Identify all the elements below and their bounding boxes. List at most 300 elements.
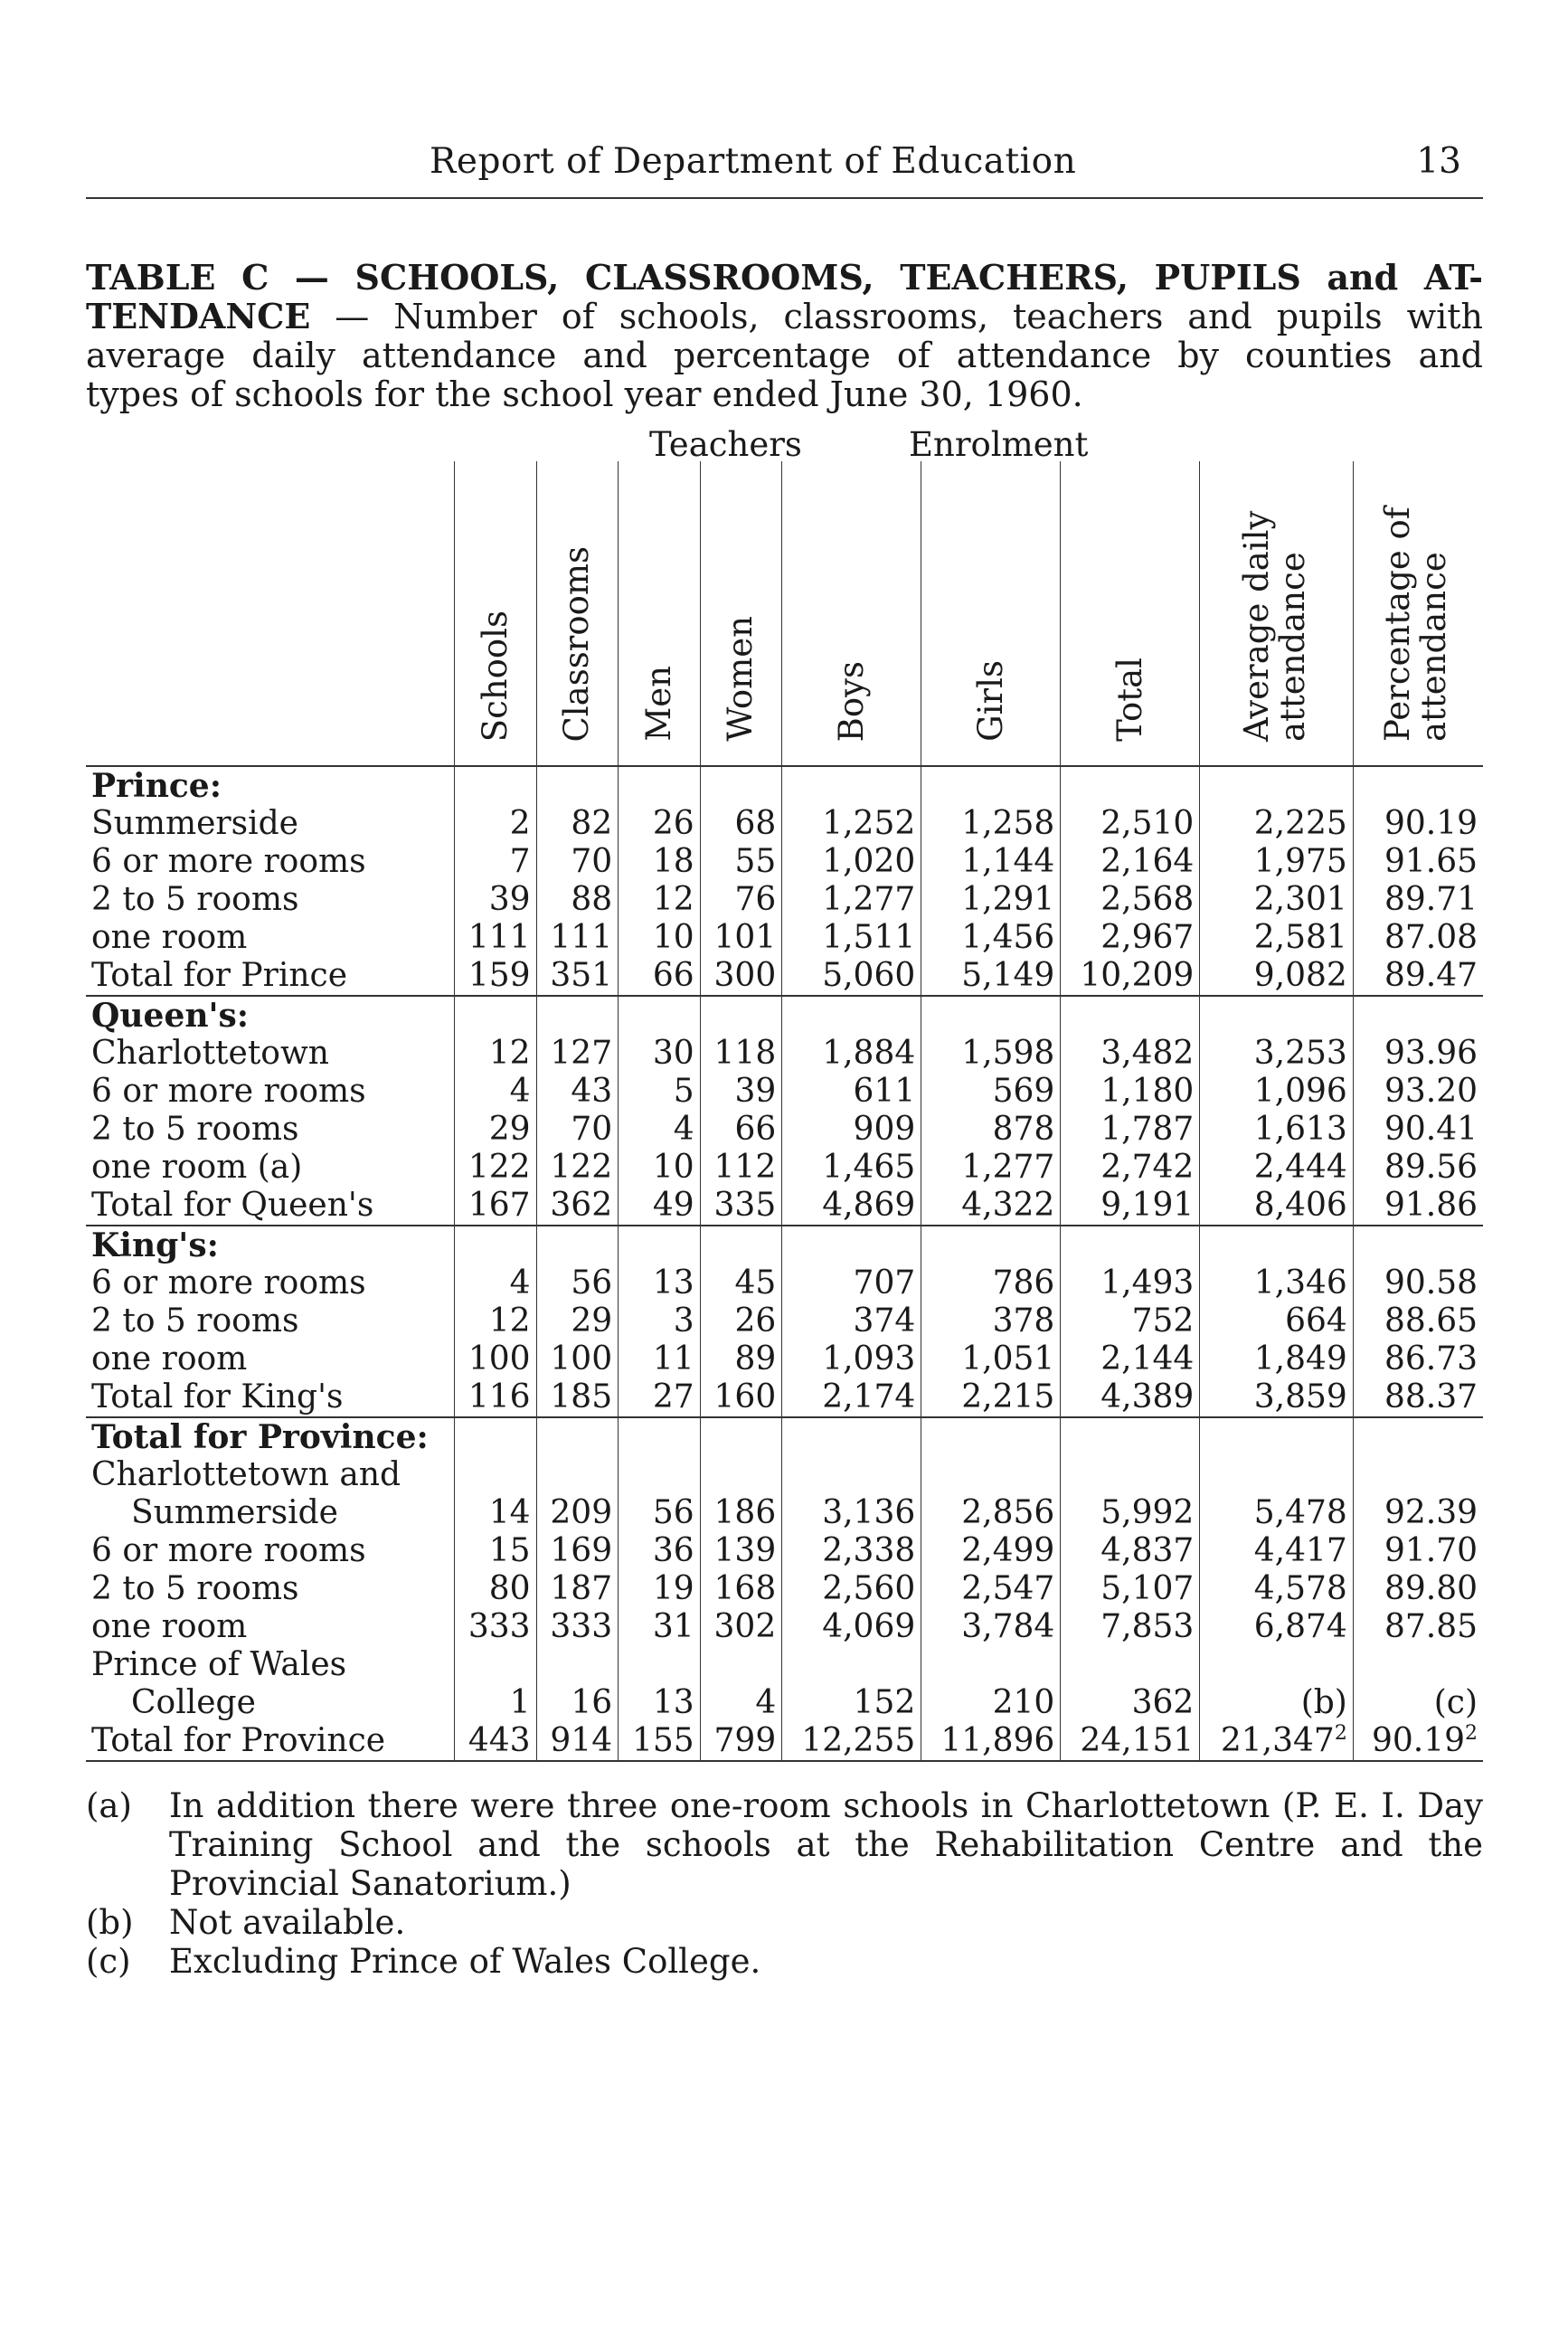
title-line-2-rest: — Number of schools, classrooms, teachers and pupils with: [310, 297, 1483, 336]
table-cell: 4,069: [782, 1608, 921, 1646]
table-cell: [536, 1456, 619, 1494]
table-cell: 2,742: [1061, 1149, 1200, 1187]
table-cell: 4,578: [1200, 1570, 1354, 1608]
table-row: [86, 1608, 1483, 1646]
table-cell: 66: [700, 1111, 782, 1149]
table-row: [86, 881, 1483, 919]
table-row: [86, 1111, 1483, 1149]
table-cell: 2,174: [782, 1378, 921, 1417]
table-cell: 86.73: [1384, 1340, 1478, 1378]
table-cell: 3,784: [921, 1608, 1061, 1646]
table-cell: 43: [536, 1073, 619, 1111]
table-cell: 1,975: [1200, 843, 1354, 881]
table-cell: 118: [700, 1035, 782, 1073]
table-cell: 1,346: [1200, 1264, 1354, 1302]
subtotal-row: [86, 957, 1483, 996]
grand-total-row: [86, 1722, 1483, 1761]
footnote-mark: (a): [86, 1786, 132, 1825]
table-cell: 2,856: [921, 1494, 1061, 1532]
footnote-superscript: 2: [1334, 1722, 1347, 1745]
table-cell: [619, 1226, 701, 1264]
table-title: [86, 258, 1483, 414]
page-header: [86, 134, 1483, 199]
footnote-text: Excluding Prince of Wales College.: [169, 1942, 761, 1981]
table-cell: 159: [455, 957, 537, 996]
table-cell: 5: [619, 1073, 701, 1111]
table-cell: 4,869: [782, 1187, 921, 1226]
table-cell: 139: [700, 1532, 782, 1570]
table-cell: 29: [536, 1302, 619, 1340]
table-cell: 160: [700, 1378, 782, 1417]
table-cell: [536, 1646, 619, 1684]
table-cell: [619, 1417, 701, 1456]
table-cell: 82: [536, 805, 619, 843]
table-cell: 49: [619, 1187, 701, 1226]
table-cell: [455, 996, 537, 1035]
table-cell: [1200, 996, 1354, 1035]
table-cell: [782, 996, 921, 1035]
row-label: one room (a): [86, 1149, 455, 1187]
column-header-girls: Girls: [921, 461, 1061, 766]
table-cell: [1061, 996, 1200, 1035]
table-cell: 9,191: [1061, 1187, 1200, 1226]
column-header-schools: Schools: [455, 461, 537, 766]
table-cell: [782, 1456, 921, 1494]
column-header-boys: Boys: [782, 461, 921, 766]
table-row: [86, 1264, 1483, 1302]
table-cell: 914: [536, 1722, 619, 1761]
table-cell: 2,164: [1061, 843, 1200, 881]
table-cell: 12,255: [782, 1722, 921, 1761]
table-cell: [619, 996, 701, 1035]
table-cell: 91.70: [1384, 1532, 1478, 1569]
table-cell: [1200, 1417, 1354, 1456]
title-line-2: [86, 297, 1483, 336]
table-cell: 4: [455, 1073, 537, 1111]
column-header-women: Women: [700, 461, 782, 766]
row-label: 2 to 5 rooms: [86, 881, 455, 919]
table-cell: [700, 1226, 782, 1264]
table-cell: 1,277: [782, 881, 921, 919]
table-cell: 569: [921, 1073, 1061, 1111]
table-cell: [700, 1646, 782, 1684]
table-cell: 302: [700, 1608, 782, 1646]
table-row: [86, 1646, 1483, 1684]
group-heading-row: [86, 1417, 1483, 1456]
table-cell: 2,547: [921, 1570, 1061, 1608]
table-cell: [1353, 1456, 1483, 1494]
table-cell: [921, 1646, 1061, 1684]
table-cell: [1353, 1226, 1483, 1264]
table-cell: 611: [782, 1073, 921, 1111]
footnote-mark: (b): [86, 1903, 134, 1942]
table-cell: (b): [1200, 1684, 1354, 1722]
group-heading-row: [86, 996, 1483, 1035]
table-cell: [1353, 1417, 1483, 1456]
table-cell: 90.58: [1384, 1264, 1478, 1302]
footnote-a: [86, 1786, 1483, 1903]
table-cell: 3,253: [1200, 1035, 1354, 1073]
table-cell: 333: [536, 1608, 619, 1646]
table-cell: 786: [921, 1264, 1061, 1302]
table-row: [86, 843, 1483, 881]
table-cell: 2,338: [782, 1532, 921, 1570]
table-cell: 2,568: [1061, 881, 1200, 919]
table-cell: 91.65: [1384, 843, 1478, 880]
footnote-text: In addition there were three one-room schools in Charlottetown (P. E. I. Day Training School and the schools at the Rehabilitation Centre and the Provincial Sanatorium.): [169, 1786, 1483, 1903]
table-cell: (c): [1433, 1684, 1478, 1721]
table-cell: 167: [455, 1187, 537, 1226]
table-cell: 1,511: [782, 919, 921, 957]
table-cell: 3,482: [1061, 1035, 1200, 1073]
table-cell: [536, 1417, 619, 1456]
table-cell: 878: [921, 1111, 1061, 1149]
table-cell: 111: [536, 919, 619, 957]
row-label: 2 to 5 rooms: [86, 1570, 455, 1608]
title-line-4: types of schools for the school year ended June 30, 1960.: [86, 374, 1083, 414]
table-cell: 351: [536, 957, 619, 996]
table-cell: 21,347$^2$: [1200, 1722, 1354, 1761]
table-cell: 3,859: [1200, 1378, 1354, 1417]
table-cell: 19: [619, 1570, 701, 1608]
table-cell: [1061, 766, 1200, 805]
table-cell: [455, 1226, 537, 1264]
table-cell: 15: [455, 1532, 537, 1570]
table-cell: 88.65: [1384, 1302, 1478, 1340]
table-cell: 89: [700, 1340, 782, 1378]
footnote-text: Not available.: [169, 1903, 406, 1942]
table-cell: 80: [455, 1570, 537, 1608]
table-cell: 87.85: [1384, 1608, 1478, 1645]
table-cell: 2,144: [1061, 1340, 1200, 1378]
table-cell: 155: [619, 1722, 701, 1761]
footnote-c: [86, 1942, 1483, 1981]
table-cell: 68: [700, 805, 782, 843]
table-cell: 1: [455, 1684, 537, 1722]
table-cell: 2,510: [1061, 805, 1200, 843]
table-cell: 5,478: [1200, 1494, 1354, 1532]
table-cell: 9,082: [1200, 957, 1354, 996]
table-cell: [700, 1456, 782, 1494]
table-cell: 3,136: [782, 1494, 921, 1532]
table-cell: 90.41: [1384, 1111, 1478, 1148]
table-cell: [455, 1646, 537, 1684]
table-cell: [782, 1226, 921, 1264]
row-label: 6 or more rooms: [86, 843, 455, 881]
table-cell: 2,499: [921, 1532, 1061, 1570]
table-cell: 1,465: [782, 1149, 921, 1187]
table-cell: 909: [782, 1111, 921, 1149]
table-cell: 169: [536, 1532, 619, 1570]
table-cell: 1,051: [921, 1340, 1061, 1378]
table-cell: 13: [619, 1684, 701, 1722]
table-cell: 1,456: [921, 919, 1061, 957]
table-cell: [921, 766, 1061, 805]
table-cell: 4: [455, 1264, 537, 1302]
table-cell: 664: [1200, 1302, 1354, 1340]
table-cell: [619, 1456, 701, 1494]
table-cell: 31: [619, 1608, 701, 1646]
table-cell: 1,096: [1200, 1073, 1354, 1111]
table-cell: 1,613: [1200, 1111, 1354, 1149]
header-title: Report of Department of Education: [430, 141, 1077, 182]
row-label: 6 or more rooms: [86, 1532, 455, 1570]
table-cell: [921, 1226, 1061, 1264]
table-cell: [921, 1417, 1061, 1456]
table-cell: 152: [782, 1684, 921, 1722]
table-cell: 10: [619, 1149, 701, 1187]
table-cell: 210: [921, 1684, 1061, 1722]
table-row: [86, 1456, 1483, 1494]
table-cell: 185: [536, 1378, 619, 1417]
table-cell: 362: [536, 1187, 619, 1226]
table-cell: 209: [536, 1494, 619, 1532]
table-cell: 4,837: [1061, 1532, 1200, 1570]
table-cell: 2,581: [1200, 919, 1354, 957]
row-label: Queen's:: [86, 996, 455, 1035]
table-cell: 88: [536, 881, 619, 919]
table-cell: 116: [455, 1378, 537, 1417]
row-label: Prince:: [86, 766, 455, 805]
column-header-percentage: Percentage of attendance: [1353, 461, 1483, 766]
page-number: 13: [1416, 141, 1461, 182]
table-cell: 56: [536, 1264, 619, 1302]
table-cell: 56: [619, 1494, 701, 1532]
table-cell: 11: [619, 1340, 701, 1378]
table-cell: 92.39: [1384, 1494, 1478, 1531]
table-cell: 13: [619, 1264, 701, 1302]
table-cell: 112: [700, 1149, 782, 1187]
table-cell: 1,884: [782, 1035, 921, 1073]
row-label: one room: [86, 919, 455, 957]
table-cell: 362: [1061, 1684, 1200, 1722]
table-cell: [536, 1226, 619, 1264]
table-cell: 24,151: [1061, 1722, 1200, 1761]
table-cell: 90.19$^2$: [1371, 1722, 1478, 1759]
table-cell: 29: [455, 1111, 537, 1149]
table-cell: [700, 996, 782, 1035]
table-cell: [455, 1456, 537, 1494]
table-cell: 187: [536, 1570, 619, 1608]
table-cell: 1,787: [1061, 1111, 1200, 1149]
row-label: Charlottetown and: [86, 1456, 455, 1494]
row-label: one room: [86, 1340, 455, 1378]
table-cell: [700, 766, 782, 805]
table-cell: 1,277: [921, 1149, 1061, 1187]
group-heading-row: [86, 1226, 1483, 1264]
table-row: [86, 805, 1483, 843]
table-cell: 111: [455, 919, 537, 957]
group-header-enrolment: Enrolment: [909, 425, 1089, 464]
table-cell: [619, 766, 701, 805]
group-header-teachers: Teachers: [649, 425, 802, 464]
table-cell: 18: [619, 843, 701, 881]
table-cell: 6,874: [1200, 1608, 1354, 1646]
table-body: [86, 766, 1483, 1761]
table-row: [86, 1570, 1483, 1608]
table-cell: 333: [455, 1608, 537, 1646]
table-cell: [1061, 1226, 1200, 1264]
row-label: Summerside: [86, 1494, 455, 1532]
column-header-average-daily: Average daily attendance: [1200, 461, 1354, 766]
row-label: one room: [86, 1608, 455, 1646]
row-label: Prince of Wales: [86, 1646, 455, 1684]
table-cell: 88.37: [1384, 1378, 1478, 1415]
table-row: [86, 1302, 1483, 1340]
table-cell: 374: [782, 1302, 921, 1340]
table-cell: 378: [921, 1302, 1061, 1340]
table-cell: 2,301: [1200, 881, 1354, 919]
table-cell: 5,149: [921, 957, 1061, 996]
row-label: Charlottetown: [86, 1035, 455, 1073]
table-cell: 39: [455, 881, 537, 919]
table-cell: 30: [619, 1035, 701, 1073]
table-cell: 2,560: [782, 1570, 921, 1608]
table-cell: 4,322: [921, 1187, 1061, 1226]
row-label: Total for Province:: [86, 1417, 455, 1456]
table-row: [86, 1073, 1483, 1111]
table-row: [86, 1149, 1483, 1187]
table-cell: 4,417: [1200, 1532, 1354, 1570]
table-row: [86, 1035, 1483, 1073]
table-cell: 101: [700, 919, 782, 957]
row-label: 2 to 5 rooms: [86, 1302, 455, 1340]
table-cell: [455, 1417, 537, 1456]
table-cell: [455, 766, 537, 805]
table-cell: 16: [536, 1684, 619, 1722]
table-cell: 55: [700, 843, 782, 881]
table-cell: 2,967: [1061, 919, 1200, 957]
table-cell: [619, 1646, 701, 1684]
table-cell: [1200, 1226, 1354, 1264]
table-cell: 100: [536, 1340, 619, 1378]
table-cell: 2,225: [1200, 805, 1354, 843]
table-cell: 1,291: [921, 881, 1061, 919]
table-cell: 11,896: [921, 1722, 1061, 1761]
row-label: Total for Prince: [86, 957, 455, 996]
table-cell: 707: [782, 1264, 921, 1302]
table-cell: [782, 1646, 921, 1684]
table-cell: 7,853: [1061, 1608, 1200, 1646]
table-cell: [782, 766, 921, 805]
table-cell: 10,209: [1061, 957, 1200, 996]
table-cell: 122: [455, 1149, 537, 1187]
table-cell: 5,992: [1061, 1494, 1200, 1532]
table-cell: 70: [536, 843, 619, 881]
table-cell: [1353, 996, 1483, 1035]
footnote-b: [86, 1903, 1483, 1942]
table-cell: 70: [536, 1111, 619, 1149]
table-cell: [700, 1417, 782, 1456]
column-header-classrooms: Classrooms: [536, 461, 619, 766]
table-cell: 76: [700, 881, 782, 919]
table-cell: 443: [455, 1722, 537, 1761]
table-cell: 799: [700, 1722, 782, 1761]
table-cell: 14: [455, 1494, 537, 1532]
table-cell: 122: [536, 1149, 619, 1187]
title-line-2-bold: TENDANCE: [86, 296, 311, 336]
table-cell: 1,180: [1061, 1073, 1200, 1111]
table-cell: [1353, 1646, 1483, 1684]
row-label: 2 to 5 rooms: [86, 1111, 455, 1149]
table-cell: 2,444: [1200, 1149, 1354, 1187]
table-cell: [921, 996, 1061, 1035]
column-header-label: [86, 461, 455, 766]
table-cell: [1061, 1417, 1200, 1456]
table-cell: 26: [700, 1302, 782, 1340]
table-cell: 90.19: [1384, 805, 1478, 842]
table-cell: 2,215: [921, 1378, 1061, 1417]
table-cell: 8,406: [1200, 1187, 1354, 1226]
table-cell: 1,020: [782, 843, 921, 881]
table-cell: 10: [619, 919, 701, 957]
table-row: [86, 1340, 1483, 1378]
column-header-row: [86, 461, 1483, 766]
table-cell: 5,060: [782, 957, 921, 996]
table-cell: 4: [700, 1684, 782, 1722]
row-label: Total for Queen's: [86, 1187, 455, 1226]
table-cell: 93.20: [1384, 1073, 1478, 1110]
table-cell: 1,252: [782, 805, 921, 843]
footnotes: [86, 1786, 1483, 1981]
group-heading-row: [86, 766, 1483, 805]
subtotal-row: [86, 1378, 1483, 1417]
table-cell: 12: [455, 1302, 537, 1340]
table-cell: [1061, 1646, 1200, 1684]
row-label: Summerside: [86, 805, 455, 843]
table-cell: 1,093: [782, 1340, 921, 1378]
table-cell: [921, 1456, 1061, 1494]
table-cell: 7: [455, 843, 537, 881]
column-header-men: Men: [619, 461, 701, 766]
statistics-table: [86, 461, 1483, 1762]
table-cell: [1200, 1456, 1354, 1494]
table-cell: 39: [700, 1073, 782, 1111]
table-cell: 89.71: [1384, 881, 1478, 918]
table-cell: 1,598: [921, 1035, 1061, 1073]
column-header-total: Total: [1061, 461, 1200, 766]
table-cell: 127: [536, 1035, 619, 1073]
title-line-1: TABLE C — SCHOOLS, CLASSROOMS, TEACHERS, PUPILS and AT-: [86, 257, 1483, 298]
table-cell: 1,144: [921, 843, 1061, 881]
row-label: Total for King's: [86, 1378, 455, 1417]
table-cell: [536, 766, 619, 805]
table-cell: 91.86: [1384, 1187, 1478, 1224]
table-cell: 93.96: [1384, 1035, 1478, 1072]
table-cell: 186: [700, 1494, 782, 1532]
table-cell: 36: [619, 1532, 701, 1570]
table-cell: 1,849: [1200, 1340, 1354, 1378]
footnote-mark: (c): [86, 1942, 131, 1981]
table-cell: 26: [619, 805, 701, 843]
table-cell: [782, 1417, 921, 1456]
table-cell: 1,258: [921, 805, 1061, 843]
table-cell: 12: [619, 881, 701, 919]
table-cell: 89.47: [1384, 957, 1478, 994]
subtotal-row: [86, 1187, 1483, 1226]
table-cell: 3: [619, 1302, 701, 1340]
table-cell: [536, 996, 619, 1035]
table-cell: 4,389: [1061, 1378, 1200, 1417]
row-label: 6 or more rooms: [86, 1264, 455, 1302]
row-label: King's:: [86, 1226, 455, 1264]
table-cell: 87.08: [1384, 919, 1478, 956]
row-label: Total for Province: [86, 1722, 455, 1761]
table-cell: 300: [700, 957, 782, 996]
table-cell: [1353, 766, 1483, 805]
table-cell: [1200, 766, 1354, 805]
table-row: [86, 1684, 1483, 1722]
